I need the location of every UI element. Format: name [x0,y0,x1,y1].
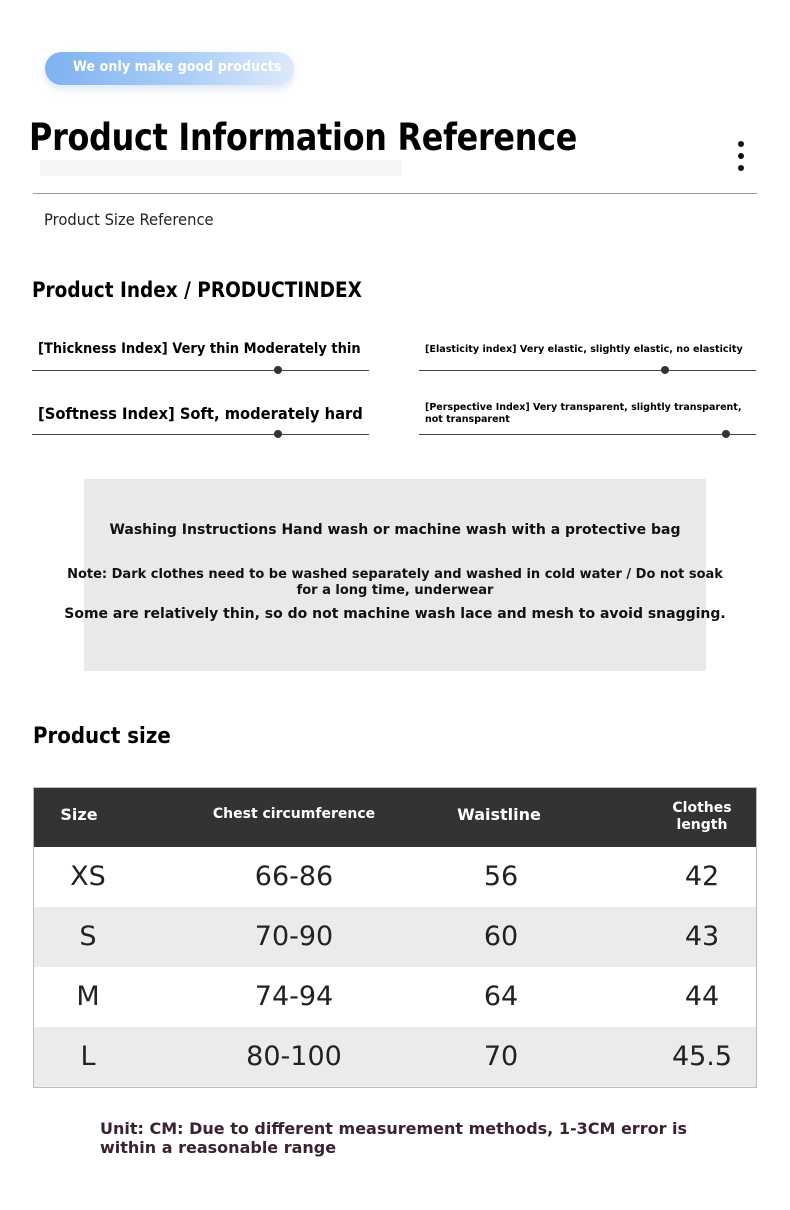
column-header-length: Clothes length [672,800,732,833]
page-title: Product Information Reference [29,116,578,159]
washing-instructions-line: Washing Instructions Hand wash or machine wash with a protective bag [109,522,681,538]
chest-cell: 70-90 [254,921,334,952]
product-index-heading: Product Index / PRODUCTINDEX [32,278,362,302]
product-size-heading: Product size [33,724,171,749]
chest-cell: 74-94 [254,981,334,1012]
length-cell: 42 [684,861,720,892]
chest-cell: 80-100 [246,1041,342,1072]
table-row [34,1027,756,1087]
thickness-index-marker [274,366,282,374]
thickness-index-label: [Thickness Index] Very thin Moderately thin [38,341,361,357]
washing-warning-line: Some are relatively thin, so do not machine wash lace and mesh to avoid snagging. [64,606,726,622]
softness-index-label: [Softness Index] Soft, moderately hard [38,404,363,423]
length-cell: 44 [684,981,720,1012]
tagline-text: We only make good products [73,59,282,75]
column-header-chest: Chest circumference [212,806,376,822]
chest-cell: 66-86 [254,861,334,892]
perspective-index-marker [722,430,730,438]
size-cell: M [76,981,100,1012]
softness-index-marker [274,430,282,438]
measurement-footnote: Unit: CM: Due to different measurement methods, 1-3CM error is within a reasonable range [100,1119,688,1157]
size-table-header [34,788,756,847]
title-underlay [40,160,402,176]
length-cell: 43 [684,921,720,952]
size-cell: L [80,1041,96,1072]
column-header-size: Size [60,805,98,824]
divider [33,193,757,194]
elasticity-index-marker [661,366,669,374]
thickness-index-scale [32,370,369,371]
table-row [34,907,756,967]
perspective-index-scale [419,434,756,435]
page-subtitle: Product Size Reference [44,210,214,229]
more-options-icon[interactable] [736,141,746,175]
elasticity-index-scale [419,370,756,371]
table-row [34,967,756,1027]
elasticity-index-label: [Elasticity index] Very elastic, slightly elastic, no elasticity [425,344,743,355]
perspective-index-label: [Perspective Index] Very transparent, slightly transparent, not transparent [425,402,742,425]
table-row [34,847,756,907]
washing-note-line: Note: Dark clothes need to be washed separately and washed in cold water / Do not soak for a long time, underwear [67,567,723,598]
waist-cell: 56 [483,861,519,892]
waist-cell: 64 [483,981,519,1012]
softness-index-scale [32,434,369,435]
size-cell: XS [70,861,106,892]
waist-cell: 60 [483,921,519,952]
length-cell: 45.5 [671,1041,733,1072]
waist-cell: 70 [483,1041,519,1072]
size-cell: S [79,921,97,952]
size-table [33,787,757,1088]
column-header-waist: Waistline [457,805,541,824]
